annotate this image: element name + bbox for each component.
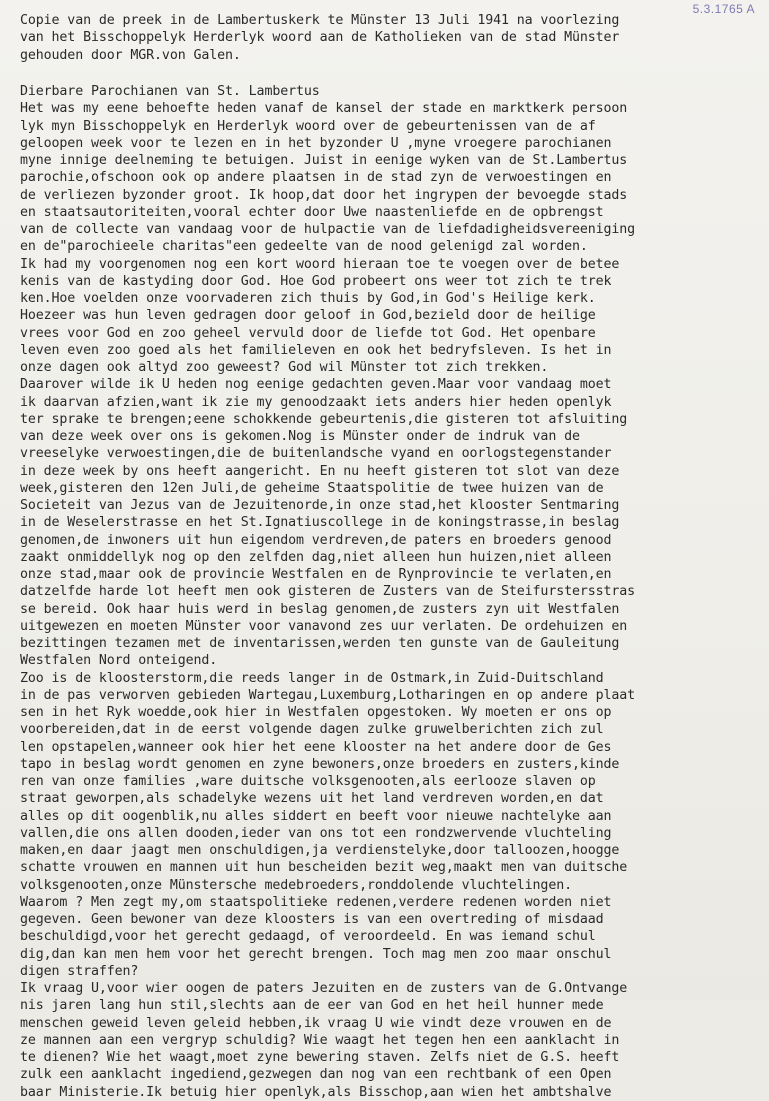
text-line: zulk een aanklacht ingediend,gezwegen dan nog van een rechtbank of een Open [20,1067,612,1083]
text-line: van de collecte van vandaag voor de hulpactie van de liefdadigheidsvereeniging [20,222,636,237]
text-line: te dienen? Wie het waagt,moet zyne bewering staven. Zelfs niet de G.S. heeft [20,1050,620,1065]
text-line: Ik vraag U,voor wier oogen de paters Jezuiten en de zusters van de G.Ontvange [20,981,628,996]
text-line: onze dagen ook altyd zoo geweest? God wil Münster tot zich trekken. [20,360,549,375]
text-line: bezittingen tezamen met de inventarissen,werden ten gunste van de Gauleitung [20,636,620,651]
text-line: ze mannen aan een vergryp schuldig? Wie waagt het tegen hen een aanklacht in [20,1032,620,1048]
text-line: Waarom ? Men zegt my,om staatspolitieke redenen,verdere redenen worden niet [20,894,612,910]
text-line: zaakt onmiddellyk nog op den zelfden dag,niet alleen hun huizen,niet alleen [20,549,612,565]
text-line: myne innige deelneming te betuigen. Juist in eenige wyken van de St.Lambertus [20,153,628,168]
text-line: len opstapelen,wanneer ook hier het eene klooster na het andere door de Ges [20,739,612,755]
text-line: alles op dit oogenblik,nu alles siddert en beeft voor nieuwe nachtelyke aan [20,808,612,824]
text-line: se bereid. Ook haar huis werd in beslag genomen,de zusters zyn uit Westfalen [20,601,620,617]
sermon-text [20,83,759,1101]
text-line: leven even zoo goed als het familieleven en ook het bedryfsleven. Is het in [20,342,612,358]
text-line: in deze week by ons heeft aangericht. En nu heeft gisteren tot slot van deze [20,463,620,479]
heading-line: Copie van de preek in de Lambertuskerk te Münster 13 Juli 1941 na voorlezing [20,13,620,28]
text-line: Hoezeer was hun leven gedragen door geloof in God,bezield door de heilige [20,308,596,324]
text-line: Dierbare Parochianen van St. Lambertus [20,84,320,99]
text-line: ken.Hoe voelden onze voorvaderen zich thuis by God,in God's Heilige kerk. [20,291,596,306]
text-line: en staatsautoriteiten,vooral echter door Uwe naastenliefde en de opbrengst [20,204,604,220]
text-line: menschen geweid leven geleid hebben,ik vraag U wie vindt deze vrouwen en de [20,1015,612,1031]
text-line: digen straffen? [20,963,139,979]
text-line: en de"parochieele charitas"een gedeelte van de nood gelenigd zal worden. [20,239,588,255]
text-line: kenis van de kastyding door God. Hoe God probeert ons weer tot zich te trek [20,273,612,289]
text-line: vreeselyke verwoestingen,die de buitenlandsche vyand en oorlogstegenstander [20,446,612,462]
text-line: vallen,die ons allen dooden,ieder van ons tot een rondzwervende vluchteling [20,825,612,841]
archive-reference: 5.3.1765 A [692,2,755,16]
text-line: ik daarvan afzien,want ik zie my genoodzaakt iets anders hier heden openlyk [20,394,612,410]
text-line: beschuldigd,voor het gerecht gedaagd, of veroordeeld. En was iemand schul [20,929,596,945]
text-line: uitgewezen en moeten Münster voor vanavond zes uur verlaten. De ordehuizen en [20,618,628,634]
text-line: week,gisteren den 12en Juli,de geheime Staatspolitie de twee huizen van de [20,480,604,496]
text-line: in de Weselerstrasse en het St.Ignatiuscollege in de koningstrasse,in beslag [20,515,620,531]
text-line: schatte vrouwen en mannen uit hun bescheiden bezit weg,maakt men van duitsche [20,860,628,876]
text-line: baar Ministerie.Ik betuig hier openlyk,als Bisschop,aan wien het ambtshalve [20,1084,612,1100]
text-line: maken,en daar jaagt men onschuldigen,ja verdienstelyke,door talloozen,hoogge [20,843,620,858]
text-line: van deze week over ons is gekomen.Nog is Münster onder de indruk van de [20,429,580,444]
text-line: Het was my eene behoefte heden vanaf de kansel der stade en marktkerk persoon [20,101,628,117]
text-line: ren van onze families ,ware duitsche volksgenooten,als eerlooze slaven op [20,774,596,789]
heading-line: van het Bisschoppelyk Herderlyk woord aan de Katholieken van de stad Münster [20,30,620,46]
text-line: geloopen week voor te lezen en in het byzonder U ,myne vroegere parochianen [20,135,612,151]
text-line: Westfalen Nord onteigend. [20,653,218,669]
text-line: parochie,ofschoon ook op andere plaatsen in de stad zyn de verwoestingen en [20,170,612,186]
text-line: Societeit van Jezus van de Jezuitenorde,in onze stad,het klooster Sentmaring [20,498,620,513]
text-line: sen in het Ryk woedde,ook hier in Westfalen opgestoken. Wy moeten er ons op [20,705,612,720]
text-line: voorbereiden,dat in de eerst volgende dagen zulke gruwelberichten zich zul [20,722,604,738]
text-line: Zoo is de kloosterstorm,die reeds langer in de Ostmark,in Zuid-Duitschland [20,670,604,686]
text-line: de verliezen byzonder groot. Ik hoop,dat door het ingrypen der bevoegde stads [20,187,628,203]
text-line: dig,dan kan men hem voor het gerecht brengen. Toch mag men zoo maar onschul [20,946,612,962]
text-line: nis jaren lang hun stil,slechts aan de eer van God en het heil hunner mede [20,998,604,1014]
text-line: ter sprake te brengen;eene schokkende gebeurtenis,die gisteren tot afsluiting [20,411,628,427]
text-line: onze stad,maar ook de provincie Westfalen en de Rynprovincie te verlaten,en [20,567,612,582]
text-line: datzelfde harde lot heeft men ook gisteren de Zusters van de Steifurstersstras [20,584,636,600]
document-heading [20,12,759,64]
text-line: Daarover wilde ik U heden nog eenige gedachten geven.Maar voor vandaag moet [20,377,612,393]
text-line: volksgenooten,onze Münstersche medebroeders,ronddolende vluchtelingen. [20,877,572,893]
text-line: straat geworpen,als schadelyke wezens uit het land verdreven worden,en dat [20,791,604,807]
text-line: lyk myn Bisschoppelyk en Herderlyk woord over de gebeurtenissen van de af [20,118,596,134]
text-line: gegeven. Geen bewoner van deze kloosters is van een overtreding of misdaad [20,912,604,927]
text-line: tapo in beslag wordt genomen en zyne bewoners,onze broeders en zusters,kinde [20,756,620,772]
text-line: vrees voor God en zoo geheel vervuld door de liefde tot God. Het openbare [20,325,596,341]
text-line: genomen,de inwoners uit hun eigendom verdreven,de paters en broeders genood [20,532,612,548]
text-line: Ik had my voorgenomen nog een kort woord hieraan toe te voegen over de betee [20,256,620,272]
text-line: in de pas verworven gebieden Wartegau,Luxemburg,Lotharingen en op andere plaat [20,687,636,703]
heading-line: gehouden door MGR.von Galen. [20,47,241,63]
